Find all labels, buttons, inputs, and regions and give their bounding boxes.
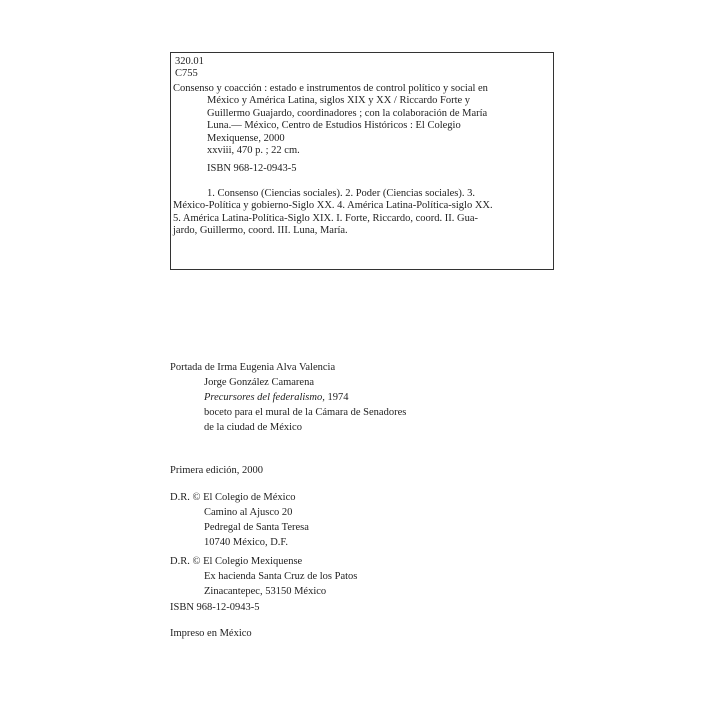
artwork-description: boceto para el mural de la Cámara de Senadores xyxy=(204,407,407,418)
physical-description: xxviii, 470 p. ; 22 cm. xyxy=(207,145,300,157)
cover-designer: Portada de Irma Eugenia Alva Valencia xyxy=(170,362,336,373)
subject-line: jardo, Guillermo, coord. III. Luna, María. xyxy=(173,225,348,237)
title-line: Consenso y coacción : estado e instrumentos de control político y social en xyxy=(173,83,488,94)
address-line: Pedregal de Santa Teresa xyxy=(204,522,309,533)
title-line: Mexiquense, 2000 xyxy=(207,132,285,144)
call-number-cutter: C755 xyxy=(175,68,198,79)
subject-line: 5. América Latina-Política-Siglo XIX. I. Forte, Riccardo, coord. II. Gua- xyxy=(173,212,478,224)
isbn: ISBN 968-12-0943-5 xyxy=(170,602,260,613)
address-line: Ex hacienda Santa Cruz de los Patos xyxy=(204,571,358,582)
call-number-class: 320.01 xyxy=(175,56,204,67)
artwork-title xyxy=(204,392,348,404)
title-line: Guillermo Guajardo, coordinadores ; con la colaboración de María xyxy=(207,107,488,119)
catalog-isbn: ISBN 968-12-0943-5 xyxy=(207,163,297,174)
edition-statement: Primera edición, 2000 xyxy=(170,465,264,476)
copyright-holder: D.R. © El Colegio de México xyxy=(170,492,296,503)
artwork-year: 1974 xyxy=(324,392,349,403)
address-line: Camino al Ajusco 20 xyxy=(204,507,293,518)
artwork-location: de la ciudad de México xyxy=(204,422,302,433)
title-line: México y América Latina, siglos XIX y XX / Riccardo Forte y xyxy=(207,95,471,107)
printed-in: Impreso en México xyxy=(170,628,252,639)
address-line: Zinacantepec, 53150 México xyxy=(204,586,327,597)
artist-name: Jorge González Camarena xyxy=(204,377,315,388)
catalog-subjects xyxy=(173,188,547,238)
copyright-holder: D.R. © El Colegio Mexiquense xyxy=(170,556,303,567)
title-line: Luna.— México, Centro de Estudios Históricos : El Colegio xyxy=(207,120,461,132)
subject-line: México-Política y gobierno-Siglo XX. 4. América Latina-Política-siglo XX. xyxy=(173,200,493,212)
catalog-card xyxy=(170,52,554,270)
artwork-title-italic: Precursores del federalismo, xyxy=(204,392,325,403)
address-line: 10740 México, D.F. xyxy=(204,537,289,548)
subject-line: 1. Consenso (Ciencias sociales). 2. Poder (Ciencias sociales). 3. xyxy=(207,188,475,199)
catalog-title-statement xyxy=(173,83,547,157)
